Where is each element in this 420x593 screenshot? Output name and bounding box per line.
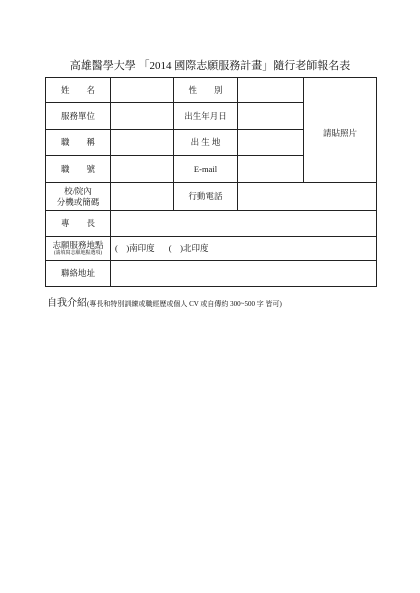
- jobno-label: 職 號: [46, 156, 111, 183]
- photo-label: 請貼照片: [322, 127, 357, 138]
- location-label: [46, 237, 111, 261]
- address-field: [111, 261, 377, 287]
- ext-label-line1: 校/院內: [64, 185, 92, 196]
- location-options: [111, 237, 377, 261]
- mobile-label: 行動電話: [174, 183, 238, 211]
- unit-field: [111, 103, 174, 130]
- self-intro-note: (專長和特別訓練或職經歷或個人 CV 或自傳約 300~500 字 皆可): [87, 300, 282, 308]
- name-label: 姓 名: [46, 78, 111, 103]
- option-north-india: ( )北印度: [168, 243, 209, 254]
- email-field: [238, 156, 304, 183]
- address-label: 聯絡地址: [46, 261, 111, 287]
- specialty-field: [111, 211, 377, 237]
- email-label: E-mail: [174, 156, 238, 183]
- jobno-field: [111, 156, 174, 183]
- location-note: (請填寫志願地點選項): [53, 250, 103, 256]
- name-field: [111, 78, 174, 103]
- location-label-text: 志願服務地點: [52, 240, 104, 251]
- ext-label-line2: 分機或簡碼: [56, 196, 100, 207]
- birthdate-label: 出生年月日: [174, 103, 238, 130]
- jobtitle-field: [111, 130, 174, 156]
- gender-label: 性 別: [174, 78, 238, 103]
- registration-table: [45, 77, 377, 287]
- gender-field: [238, 78, 304, 103]
- mobile-field: [238, 183, 377, 211]
- birthplace-label: 出 生 地: [174, 130, 238, 156]
- specialty-label: 專 長: [46, 211, 111, 237]
- option-south-india: ( )南印度: [115, 243, 155, 254]
- self-intro-section: [47, 293, 282, 311]
- ext-label: [46, 183, 111, 211]
- self-intro-heading: 自我介紹: [47, 298, 87, 309]
- unit-label: 服務單位: [46, 103, 111, 130]
- form-title: 高雄醫學大學 「2014 國際志願服務計畫」隨行老師報名表: [69, 60, 351, 72]
- ext-field: [111, 183, 174, 211]
- birthplace-field: [238, 130, 304, 156]
- photo-box: [304, 78, 377, 183]
- birthdate-field: [238, 103, 304, 130]
- jobtitle-label: 職 稱: [46, 130, 111, 156]
